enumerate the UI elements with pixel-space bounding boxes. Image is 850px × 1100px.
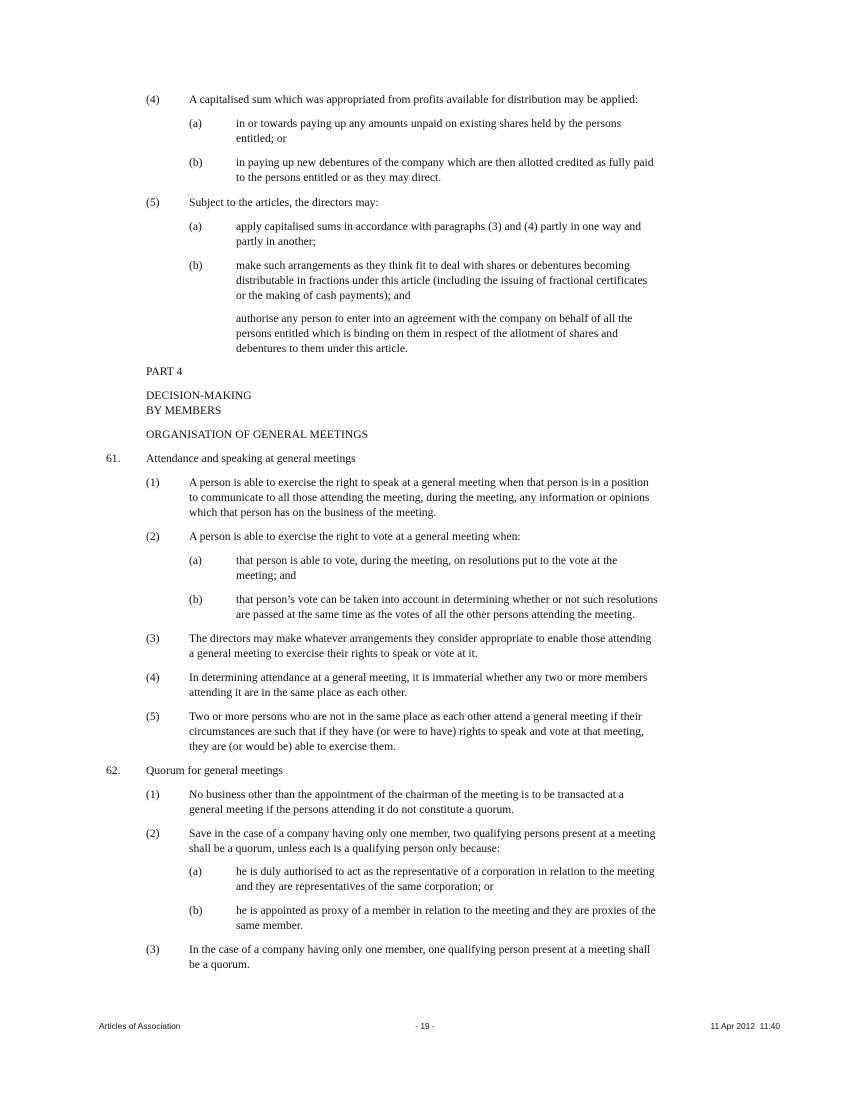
- subparagraph-text: that person’s vote can be taken into account in determining whether or not such resolutions are passed at the same time as the votes of all the other persons attending the meeting.: [236, 593, 658, 621]
- paragraph-number: (3): [146, 632, 160, 645]
- paragraph-text: A person is able to exercise the right to speak at a general meeting when that person is in a position to communicate to all those attending the meeting, during the meeting, any information or opinions which that person has on the business of the meeting.: [189, 476, 650, 519]
- subparagraph-letter: (a): [189, 865, 202, 878]
- paragraph-number: (3): [146, 943, 160, 956]
- paragraph-text: Subject to the articles, the directors may:: [189, 196, 379, 209]
- paragraph-text: A person is able to exercise the right to vote at a general meeting when:: [189, 530, 521, 543]
- article-title: Quorum for general meetings: [146, 764, 283, 777]
- subparagraph-letter: (a): [189, 220, 202, 233]
- paragraph-text: In determining attendance at a general meeting, it is immaterial whether any two or more members attending it are in the same place as each other.: [189, 671, 648, 699]
- paragraph-number: (2): [146, 530, 160, 543]
- paragraph-number: (4): [146, 671, 160, 684]
- subparagraph-text: he is appointed as proxy of a member in relation to the meeting and they are proxies of the same member.: [236, 904, 656, 932]
- footer-timestamp: 11 Apr 2012 11:40: [710, 1021, 780, 1031]
- paragraph-number: (5): [146, 196, 160, 209]
- subparagraph-letter: (a): [189, 117, 202, 130]
- paragraph-text: Two or more persons who are not in the same place as each other attend a general meeting if their circumstances are such that if they have (or were to have) rights to speak and vote at that meeting, they are (or would be) able to exercise them.: [189, 710, 644, 753]
- article-number: 61.: [106, 452, 121, 465]
- subparagraph-text: that person is able to vote, during the meeting, on resolutions put to the vote at the meeting; and: [236, 554, 618, 582]
- paragraph-text: In the case of a company having only one member, one qualifying person present at a meeting shall be a quorum.: [189, 943, 651, 971]
- subparagraph-letter: (b): [189, 593, 203, 606]
- subparagraph-text: in or towards paying up any amounts unpaid on existing shares held by the persons entitled; or: [236, 117, 622, 145]
- paragraph-number: (1): [146, 788, 160, 801]
- paragraph-number: (2): [146, 827, 160, 840]
- subparagraph-text: he is duly authorised to act as the representative of a corporation in relation to the meeting and they are representatives of the same corporation; or: [236, 865, 655, 893]
- paragraph-number: (1): [146, 476, 160, 489]
- article-number: 62.: [106, 764, 121, 777]
- subparagraph-letter: (b): [189, 904, 203, 917]
- article-title: Attendance and speaking at general meetings: [146, 452, 356, 465]
- paragraph-text: Save in the case of a company having only one member, two qualifying persons present at a meeting shall be a quorum, unless each is a qualifying person only because:: [189, 827, 656, 855]
- subparagraph-text: apply capitalised sums in accordance with paragraphs (3) and (4) partly in one way and partly in another;: [236, 220, 641, 248]
- paragraph-text: No business other than the appointment of the chairman of the meeting is to be transacted at a general meeting if the persons attending it do not constitute a quorum.: [189, 788, 624, 816]
- subparagraph-letter: (b): [189, 259, 203, 272]
- footer-document-title: Articles of Association: [99, 1021, 181, 1031]
- footer-page-number: - 19 -: [415, 1021, 435, 1031]
- section-heading: ORGANISATION OF GENERAL MEETINGS: [146, 428, 369, 441]
- paragraph-text: A capitalised sum which was appropriated from profits available for distribution may be applied:: [189, 93, 639, 106]
- subparagraph-text: authorise any person to enter into an agreement with the company on behalf of all the persons entitled which is binding on them in respect of the allotment of shares and debentures to them under this article.: [236, 312, 633, 355]
- subparagraph-letter: (b): [189, 156, 203, 169]
- paragraph-number: (5): [146, 710, 160, 723]
- paragraph-number: (4): [146, 93, 160, 106]
- paragraph-text: The directors may make whatever arrangements they consider appropriate to enable those attending a general meeting to exercise their rights to speak or vote at it.: [189, 632, 652, 660]
- subparagraph-text: in paying up new debentures of the company which are then allotted credited as fully paid to the persons entitled or as they may direct.: [236, 156, 654, 184]
- subparagraph-letter: (a): [189, 554, 202, 567]
- part-title: DECISION-MAKING BY MEMBERS: [146, 389, 252, 417]
- subparagraph-text: make such arrangements as they think fit to deal with shares or debentures becoming distributable in fractions under this article (including the issuing of fractional certificates or the making of cash payments); and: [236, 259, 648, 302]
- part-heading: PART 4: [146, 365, 183, 378]
